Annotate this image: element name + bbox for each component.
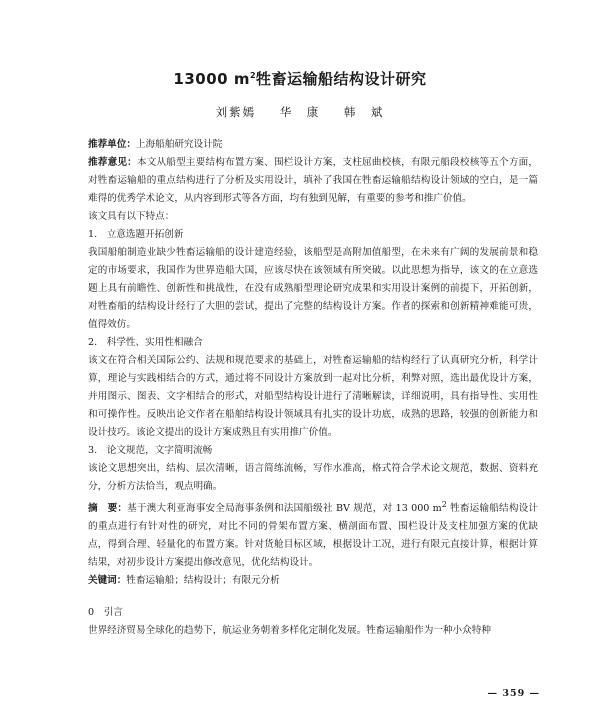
abstract: 摘 要：基于澳大利亚海事安全局海事条例和法国船级社 BV 规范，对 13 000 $m^2$ 牲畜运输船结构设计的重点进行有针对性的研究，对比不同的骨架布置方案、横剖面布置、围栏设计及支柱加强方案的优缺点，得到合理、轻量化的布置方案。针对货舱目标区域，根据设计工况，进行有限元直接计算，根据计算结果，对初步设计方案提出修改意见，优化结构设计。 — [88, 500, 539, 569]
page-number: — 359 — — [487, 688, 540, 699]
paper-body — [88, 136, 538, 640]
keywords: 关键词：牲畜运输船；结构设计；有限元分析 — [88, 575, 280, 587]
title-superscript: 2 — [249, 71, 257, 80]
point-heading: 3. 论文规范，文字简明流畅 — [88, 445, 213, 456]
author-name: 华 康 — [279, 105, 321, 119]
paper-title: 13000 $m^2$牲畜运输船结构设计研究 — [173, 70, 427, 88]
point-text: 该文在符合相关国际公约、法规和规范要求的基础上，对牲畜运输船的结构经行了认真研究分析，科学计算，理论与实践相结合的方式，通过将不同设计方案放到一起对比分析，利弊对照，选出最优设计方案，并用图示、图表、文字相结合的形式，对船型结构设计进行了清晰解读，详细说明，具有指导性、实用性和可操作性。反映出论文作者在船舶结构设计领域具有扎实的设计功底，成熟的思路，较强的创新能力和设计技巧。该论文提出的设计方案成熟且有实用推广价值。 — [88, 355, 538, 438]
author-name: 韩 斌 — [343, 105, 385, 119]
author-name: 刘紫嫣 — [215, 105, 257, 119]
recommend-opinion: 推荐意见：本文从船型主要结构布置方案、围栏设计方案，支柱屈曲校核，有限元船段校核等五个方面，对牲畜运输船的重点结构进行了分析及实用设计，填补了我国在牲畜运输船结构设计领域的空白，是一篇难得的优秀学术论文，从内容到形式等各方面，均有独到见解，有重要的参考和推广价值。 — [88, 157, 539, 204]
author-list — [0, 104, 600, 120]
point-text: 该论文思想突出，结构、层次清晰，语言简练流畅，写作水准高，格式符合学术论文规范，数据、资料充分，分析方法恰当，观点明确。 — [88, 463, 538, 492]
recommend-unit: 推荐单位：上海船舶研究设计院 — [88, 139, 223, 150]
section-heading: 0 引言 — [88, 607, 123, 619]
point-text: 我国船舶制造业缺少牲畜运输船的设计建造经验，该船型是高附加值船型，在未来有广阔的发展前景和稳定的市场要求，我国作为世界造船大国，应该尽快在该领域有所突破。以此思想为指导，该文的在立意选题上具有前瞻性、创新性和挑战性，在没有成熟船型理论研究成果和实用设计案例的前提下，开拓创新，对牲畜船的结构设计经行了大胆的尝试，提出了完整的结构设计方案。作者的探索和创新精神难能可贵，值得效仿。 — [88, 247, 538, 330]
section-text: 世界经济贸易全球化的趋势下，航运业务朝着多样化定制化发展。牲畜运输船作为一种小众特种 — [88, 625, 491, 637]
section-gap — [88, 590, 538, 604]
point-heading: 1. 立意选题开拓创新 — [88, 229, 184, 240]
intro-line: 该文具有以下特点： — [88, 211, 175, 222]
point-heading: 2. 科学性、实用性相融合 — [88, 337, 203, 348]
